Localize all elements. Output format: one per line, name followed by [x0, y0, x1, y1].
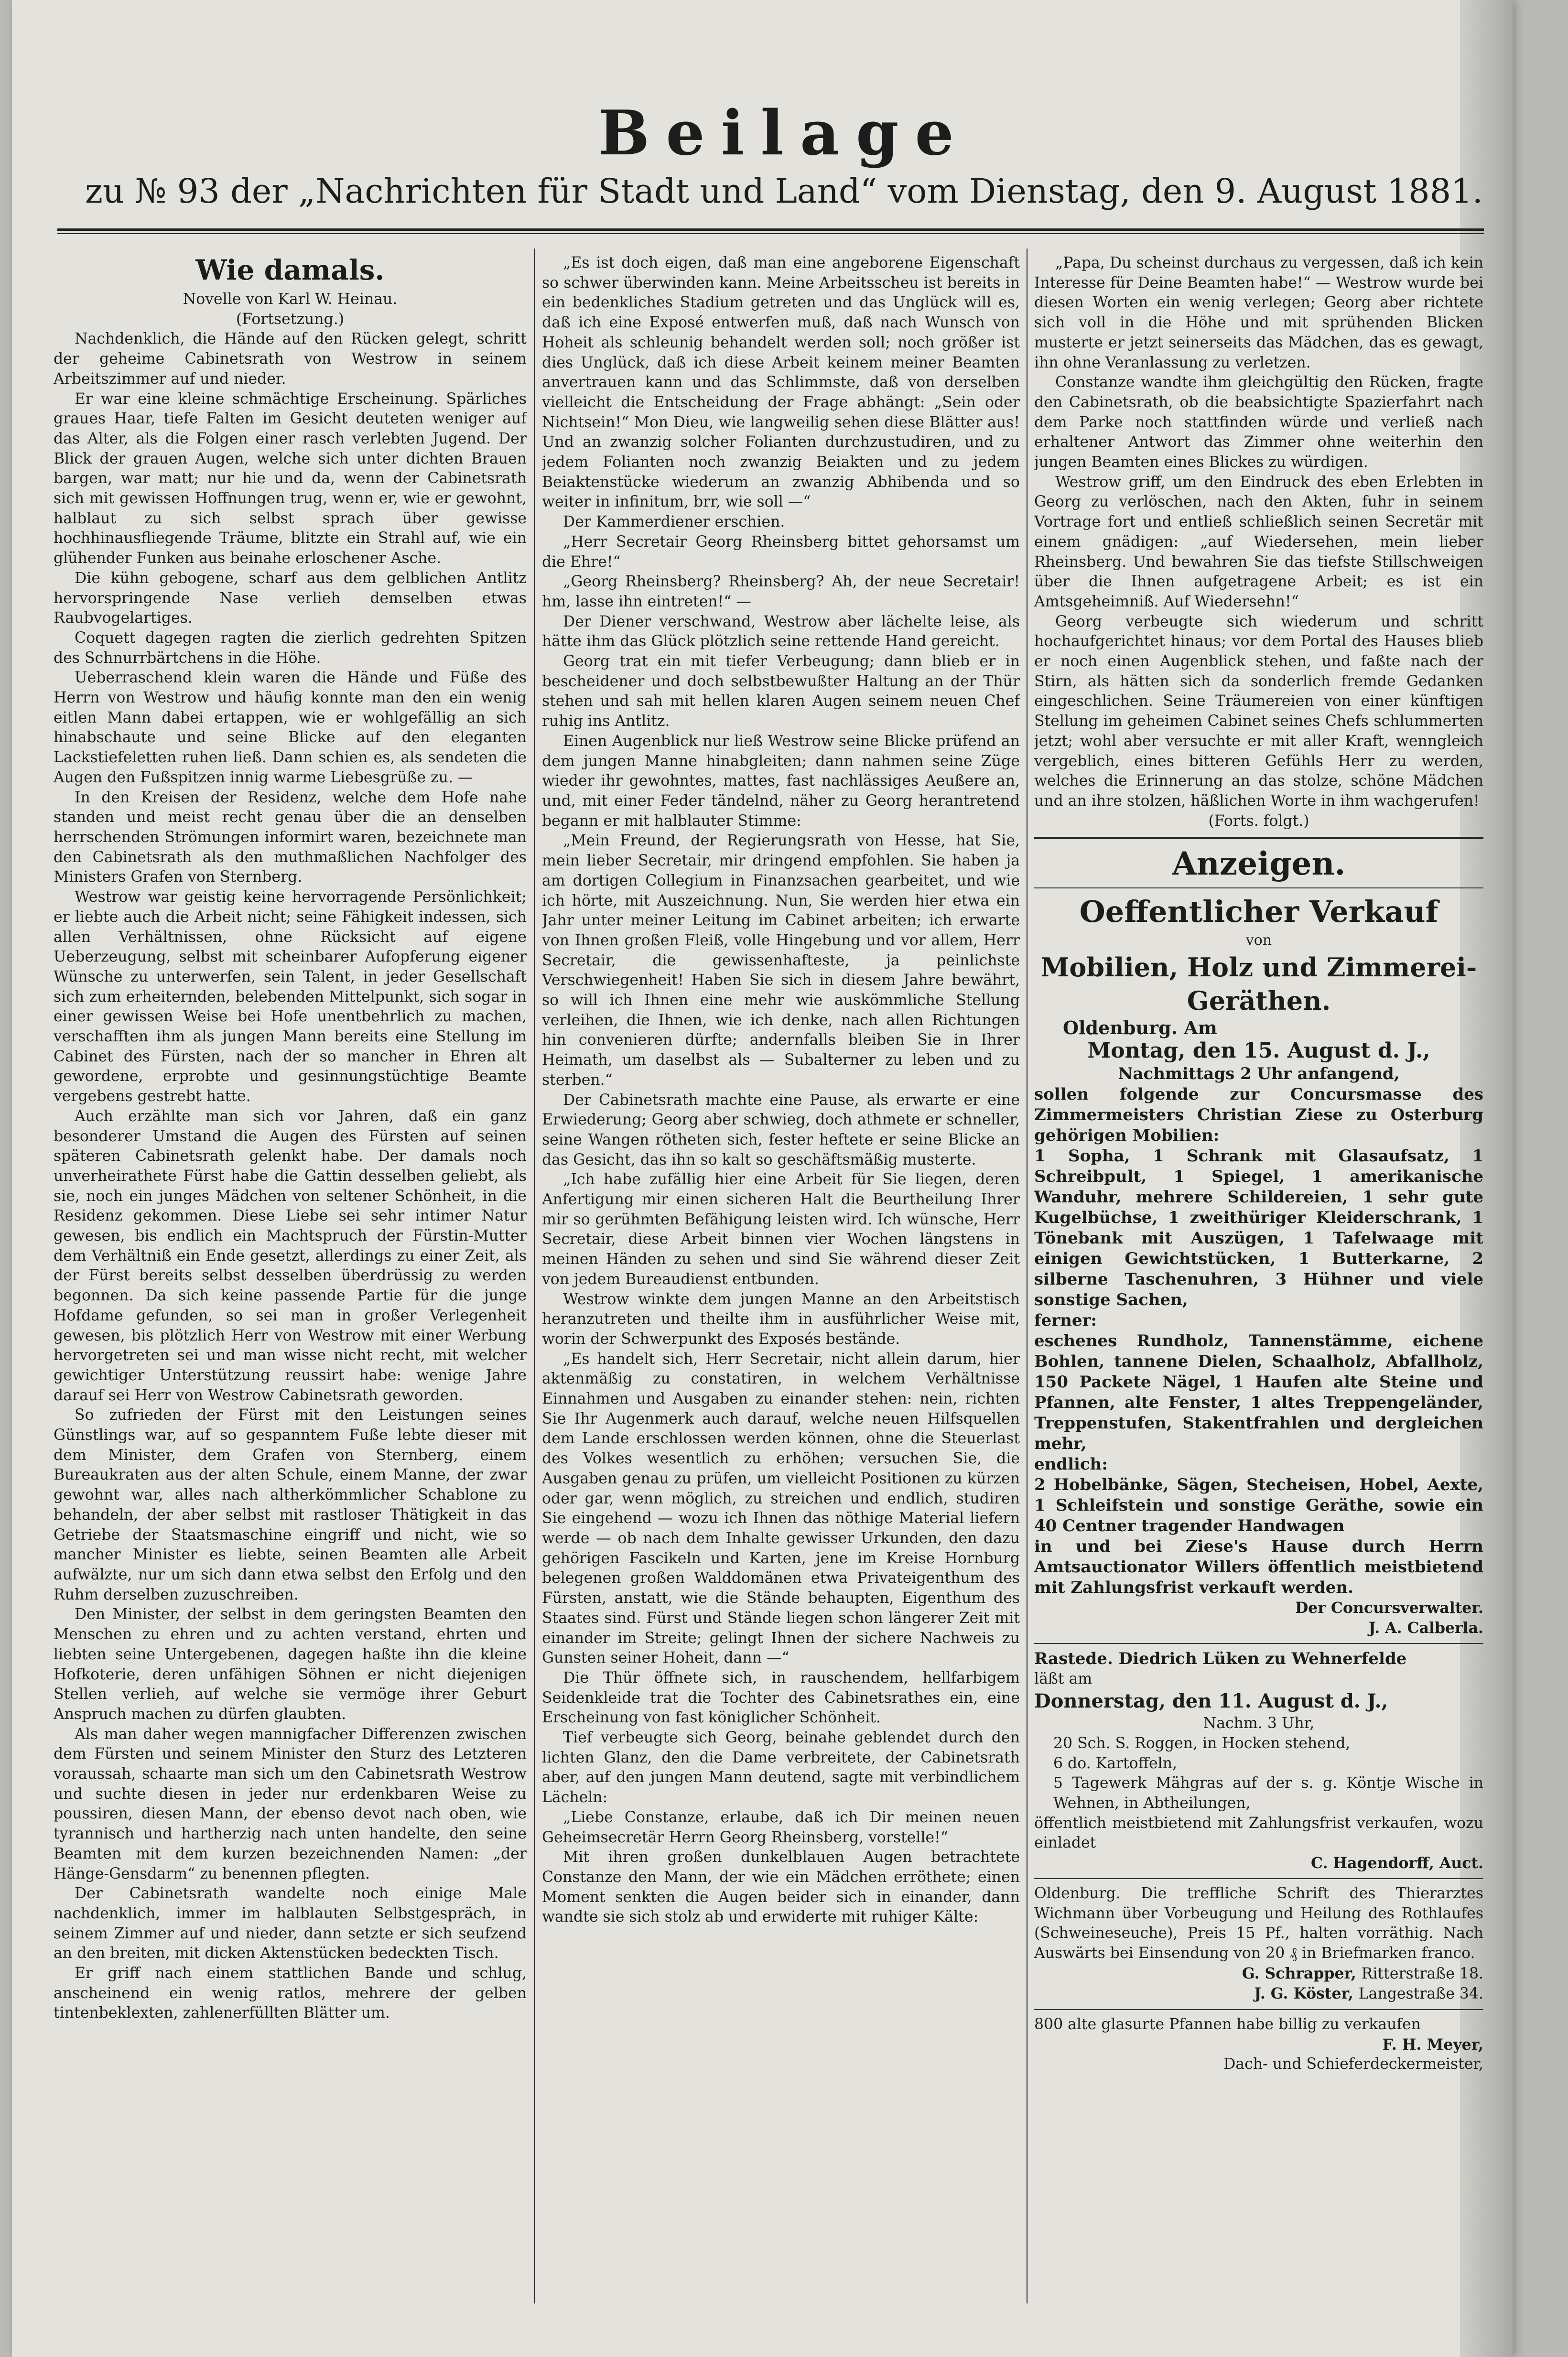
- to-be-continued: (Forts. folgt.): [1208, 812, 1309, 830]
- paragraph: Georg trat ein mit tiefer Verbeugung; dann blieb er in bescheidener und doch selbstbewußter Haltung an der Thür stehen und sah mit hellen klaren Augen seinem neuen Chef ruhig ins Antlitz.: [542, 653, 1020, 730]
- column-2: [542, 253, 1020, 2323]
- ad-rule: [1034, 1643, 1483, 1644]
- rastede-item1: 20 Sch. S. Roggen, in Hocken stehend,: [1053, 1734, 1351, 1752]
- paragraph: Er griff nach einem stattlichen Bande und schlug, anscheinend ein wenig ratlos, mehrere der gelben tintenbeklexten, zahlenerfüllten Blätter um.: [54, 1965, 527, 2022]
- sale-intro: sollen folgende zur Concursmasse des Zimmermeisters Christian Ziese zu Osterburg gehörigen Mobilien:: [1034, 1085, 1483, 1146]
- paragraph: In den Kreisen der Residenz, welche dem Hofe nahe standen und meist recht genau über die an denselben herrschenden Strömungen informirt waren, bezeichnete man den Cabinetsrath als den muthmaßlichen Nachfolger des Ministers Grafen von Sternberg.: [54, 789, 527, 886]
- column-3: [1034, 253, 1483, 2323]
- rastede-item2: 6 do. Kartoffeln,: [1053, 1754, 1178, 1772]
- paragraph: „Georg Rheinsberg? Rheinsberg? Ah, der neue Secretair! hm, lasse ihn eintreten!“ —: [542, 573, 1020, 610]
- paragraph: Der Diener verschwand, Westrow aber lächelte leise, als hätte ihm das Glück plötzlich seine rettende Hand gereicht.: [542, 613, 1020, 650]
- seller-name: G. Schrapper,: [1242, 1964, 1356, 1982]
- rastede-date: Donnerstag, den 11. August d. J.,: [1034, 1690, 1388, 1713]
- story-title: Wie damals.: [195, 254, 385, 286]
- rastede-line2: läßt am: [1034, 1670, 1092, 1687]
- paragraph: Coquett dagegen ragten die zierlich gedrehten Spitzen des Schnurrbärtchens in die Höhe.: [54, 629, 527, 667]
- column-1: [54, 253, 527, 2323]
- seller-name: J. G. Köster,: [1254, 1985, 1353, 2003]
- paragraph: Georg verbeugte sich wiederum und schritt hochaufgerichtet hinaus; vor dem Portal des Hauses blieb er noch einen Augenblick stehen, und faßte nach der Stirn, als hätten sich da sonderlich fremde Gedanken eingeschlichen. Seine Träumereien von einer künftigen Stellung im geheimen Cabinet seines Chefs schlummerten jetzt; wohl aber versuchte er mit aller Kraft, wenngleich vergeblich, eines bitteren Gefühls Herr zu werden, welches die Erinnerung an das stolze, schöne Mädchen und an ihre stolzen, häßlichen Worte in ihm wachgerufen!: [1034, 613, 1483, 810]
- paragraph: Westrow griff, um den Eindruck des eben Erlebten in Georg zu verlöschen, nach den Akten, fuhr in seinem Vortrage fort und entließ schließlich seinen Secretär mit einem gnädigen: „auf Wiedersehen, mein lieber Rheinsberg. Und bewahren Sie das tiefste Stillschweigen über die Ihnen aufgetragene Arbeit; es ist ein Amtsgeheimniß. Auf Wiedersehn!“: [1034, 473, 1483, 610]
- ad-rule: [1034, 1878, 1483, 1879]
- ad-rule: [1034, 2009, 1483, 2010]
- paragraph: So zufrieden der Fürst mit den Leistungen seines Günstlings war, auf so gespanntem Fuße lebte dieser mit dem Minister, dem Grafen von Sternberg, einem Bureaukraten aus der alten Schule, einem Manne, der zwar gewohnt war, alles nach altherkömmlicher Schablone zu behandeln, der aber selbst mit rastloser Thätigkeit in das Getriebe der Staatsmaschine eingriff und nicht, wie so mancher Minister es liebte, seinen Beamten alle Arbeit aufwälzte, nur um sich dann etwa selbst den Erfolg und den Ruhm derselben zuzuschreiben.: [54, 1406, 527, 1603]
- section-rule: [1034, 837, 1483, 839]
- paragraph: Constanze wandte ihm gleichgültig den Rücken, fragte den Cabinetsrath, ob die beabsichtigte Spazierfahrt nach dem Parke noch stattfinden würde und verließ nach erhaltener Antwort das Zimmer ohne weiterhin den jungen Beamten eines Blickes zu würdigen.: [1034, 374, 1483, 471]
- paragraph: Der Cabinetsrath machte eine Pause, als erwarte er eine Erwiederung; Georg aber schwieg, doch athmete er schneller, seine Wangen rötheten sich, fester heftete er seine Blicke an das Gesicht, das ihn so kalt so geschäftsmäßig musterte.: [542, 1091, 1020, 1168]
- paragraph: Westrow winkte dem jungen Manne an den Arbeitstisch heranzutreten und theilte ihm in ausführlicher Weise mit, worin der Schwerpunkt des Exposés bestände.: [542, 1290, 1020, 1348]
- rastede-time: Nachm. 3 Uhr,: [1203, 1715, 1315, 1732]
- sale-subject: Mobilien, Holz und Zimmerei-Geräthen.: [1040, 952, 1477, 1016]
- ads-rule: [1034, 887, 1483, 888]
- paragraph: Als man daher wegen mannigfacher Differenzen zwischen dem Fürsten und seinem Minister den Sturz des Letzteren voraussah, schaarte man sich um den Cabinetsrath Westrow und suchte diesen in jeder nur erdenkbaren Weise zu poussiren, diesen Mann, der ebenso devot nach oben, wie tyrannisch und hartherzig nach unten handelte, den seine Beamten mit dem kurzen bezeichnenden Namen: „der Hänge-Gensdarm“ zu benennen pflegten.: [54, 1725, 527, 1882]
- paragraph: Auch erzählte man sich vor Jahren, daß ein ganz besonderer Umstand die Augen des Fürsten auf seinen späteren Cabinetsrath gelenkt habe. Der damals noch unverheirathete Fürst habe die Gattin desselben geliebt, als sie, noch ein junges Mädchen von seltener Schönheit, in die Residenz gekommen. Diese Liebe sei sehr intimer Natur gewesen, bis endlich ein Machtspruch der Fürstin-Mutter dem Verhältniß ein Ende gesetzt, allerdings zu einer Zeit, als der Fürst bereits selbst desselben überdrüssig zu werden begonnen. Da sich keine passende Partie für die junge Hofdame gefunden, so sei man in großer Verlegenheit gewesen, bis plötzlich Herr von Westrow mit einer Werbung hervorgetreten sei und man wisse nicht recht, mit welcher gewichtiger Unterstützung reussirt habe: wenige Jahre darauf sei Herr von Westrow Cabinetsrath geworden.: [54, 1107, 527, 1404]
- story-continued: (Fortsetzung.): [236, 310, 345, 328]
- paragraph: „Herr Secretair Georg Rheinsberg bittet gehorsamst um die Ehre!“: [542, 533, 1020, 571]
- paragraph: Mit ihren großen dunkelblauen Augen betrachtete Constanze den Mann, der wie ein Mädchen erröthete; einen Moment senkten die Augen beider sich in einander, dann wandte sie sich stolz ab und erwiderte mit ruhiger Kälte:: [542, 1849, 1020, 1926]
- sale-place: Oldenburg. Am: [1063, 1017, 1217, 1039]
- paragraph: Den Minister, der selbst in dem geringsten Beamten den Menschen zu ehren und zu achten verstand, ehrten und liebten seine Untergebenen, dagegen haßte ihn die kleine Hofkoterie, deren unfähigen Söhnen er nicht diejenigen Stellen verlieh, auf welche sie vermöge ihrer Geburt Anspruch machen zu dürfen glaubten.: [54, 1606, 527, 1723]
- book-seller-2: [1034, 1984, 1483, 2004]
- sale-signer: J. A. Calberla.: [1368, 1619, 1483, 1637]
- sale-items: 1 Sopha, 1 Schrank mit Glasaufsatz, 1 Schreibpult, 1 Spiegel, 1 amerikanische Wanduhr, mehrere Schildereien, 1 sehr gute Kugelbüchse, 1 zweithüriger Kleiderschrank, 1 Tönebank mit Auszügen, 1 Tafelwaage mit einigen Gewichtstücken, 1 Butterkarne, 2 silberne Taschenuhren, 3 Hühner und viele sonstige Sachen,: [1034, 1146, 1483, 1310]
- sale-endlich: 2 Hobelbänke, Sägen, Stecheisen, Hobel, Aexte, 1 Schleifstein und sonstige Geräthe, sowie ein 40 Centner tragender Handwagen: [1034, 1475, 1483, 1536]
- paragraph: Westrow war geistig keine hervorragende Persönlichkeit; er liebte auch die Arbeit nicht; seine Fähigkeit indessen, sich allen Verhältnissen, ohne Rücksicht auf eigene Ueberzeugung, selbst mit scheinbarer Aufopferung eigener Wünsche zu unterwerfen, sein Talent, in jeder Gesellschaft sich zum erheiternden, belebenden Mittelpunkt, sich sogar in einer gewissen Weise bei Hofe unentbehrlich zu machen, verschafften ihm als jungen Mann bereits eine Stellung im Cabinet des Fürsten, nach der so mancher in Ehren alt gewordene, erprobte und gesinnungstüchtige Beamte vergebens gestrebt hatte.: [54, 888, 527, 1105]
- supplement-subtitle: zu № 93 der „Nachrichten für Stadt und Land“ vom Dienstag, den 9. August 1881.: [85, 172, 1483, 211]
- paragraph: Die Thür öffnete sich, in rauschendem, hellfarbigem Seidenkleide trat die Tochter des Cabinetsrathes ein, eine Erscheinung von fast königlicher Schönheit.: [542, 1669, 1020, 1727]
- paragraph: Er war eine kleine schmächtige Erscheinung. Spärliches graues Haar, tiefe Falten im Gesicht deuteten weniger auf das Alter, als die Folgen einer rasch verlebten Jugend. Der Blick der grauen Augen, welche sich unter dichten Brauen bargen, war matt; nur hie und da, wenn der Cabinetsrath sich mit gewissen Hoffnungen trug, wenn er, wie er gewohnt, halblaut zu sich selbst sprach über gewisse hochhinausfliegende Träume, blitzte ein Strahl auf, wie ein glühender Funken aus beinahe erloschener Asche.: [54, 390, 527, 567]
- rastede-line1: Rastede. Diedrich Lüken zu Wehnerfelde: [1034, 1649, 1407, 1668]
- paragraph: „Mein Freund, der Regierungsrath von Hesse, hat Sie, mein lieber Secretair, mir dringend empfohlen. Sie haben ja am dortigen Collegium in Finanzsachen gearbeitet, und wie ich hörte, mit Auszeichnung. Nun, Sie werden hier etwa ein Jahr unter meiner Leitung im Cabinet arbeiten; ich erwarte von Ihnen großen Fleiß, volle Hingebung und vor allem, Herr Secretair, die gewissenhafteste, ja peinlichste Verschwiegenheit! Haben Sie sich in diesem Jahre bewährt, so will ich Ihnen eine mehr wie auskömmliche Stellung verleihen, die Ihnen, wie ich denke, nach allen Richtungen hin convenieren dürfte; andernfalls bleiben Sie in Ihrer Heimath, um daselbst als — Subalterner zu leben und zu sterben.“: [542, 832, 1020, 1089]
- book-text: Oldenburg. Die treffliche Schrift des Thierarztes Wichmann über Vorbeugung und Heilung des Rothlaufes (Schweineseuche), Preis 15 Pf., halten vorräthig. Nach Auswärts bei Einsendung von 20 ₰ in Briefmarken franco.: [1034, 1884, 1483, 1962]
- paragraph: Nachdenklich, die Hände auf den Rücken gelegt, schritt der geheime Cabinetsrath von Westrow in seinem Arbeitszimmer auf und nieder.: [54, 330, 527, 388]
- paragraph: Tief verbeugte sich Georg, beinahe geblendet durch den lichten Glanz, den die Dame verbreitete, der Cabinetsrath aber, auf den jungen Mann deutend, sagte mit verbindlichem Lächeln:: [542, 1729, 1020, 1806]
- rastede-item4: öffentlich meistbietend mit Zahlungsfrist verkaufen, wozu einladet: [1034, 1814, 1483, 1852]
- paragraph: „Papa, Du scheinst durchaus zu vergessen, daß ich kein Interesse für Deine Beamten habe!“ — Westrow wurde bei diesen Worten ein wenig verlegen; Georg aber richtete sich voll in die Höhe und mit sprühenden Blicken musterte er jetzt seinerseits das Mädchen, das es gewagt, ihn ohne Veranlassung zu verletzen.: [1034, 254, 1483, 371]
- paragraph: „Ich habe zufällig hier eine Arbeit für Sie liegen, deren Anfertigung mir einen sicheren Halt die Beurtheilung Ihrer mir so gerühmten Befähigung leisten wird. Ich wünsche, Herr Secretair, diese Arbeit binnen vier Wochen längstens in meinen Händen zu sehen und sind Sie während dieser Zeit von jedem Bureaudienst entbunden.: [542, 1171, 1020, 1288]
- paragraph: „Liebe Constanze, erlaube, daß ich Dir meinen neuen Geheimsecretär Herrn Georg Rheinsberg, vorstelle!“: [542, 1808, 1020, 1846]
- sale-date: Montag, den 15. August d. J.,: [1087, 1038, 1430, 1063]
- paragraph: Die kühn gebogene, scharf aus dem gelblichen Antlitz hervorspringende Nase verlieh demselben etwas Raubvogelartiges.: [54, 569, 527, 627]
- paragraph: Ueberraschend klein waren die Hände und Füße des Herrn von Westrow und häufig konnte man den ein wenig eitlen Mann dabei ertappen, wie er wohlgefällig an sich hinabschaute und seine Blicke auf den eleganten Lackstiefeletten ruhen ließ. Dann schien es, als sendeten die Augen den Fußspitzen innig warme Liebesgrüße zu. —: [54, 669, 527, 786]
- sale-von: von: [1245, 932, 1272, 949]
- seller-address: Langestraße 34.: [1358, 1985, 1483, 2003]
- pfannen-signer: F. H. Meyer,: [1382, 2035, 1483, 2054]
- paragraph: „Es handelt sich, Herr Secretair, nicht allein darum, hier aktenmäßig zu constatiren, in welchem Verhältnisse Einnahmen und Ausgaben zu einander stehen: nein, richten Sie Ihr Augenmerk auch darauf, welche neuen Hilfsquellen dem Lande erschlossen werden können, ohne die Steuerlast des Volkes wesentlich zu erhöhen; versuchen Sie, die Ausgaben genau zu prüfen, um vielleicht Positionen zu kürzen oder gar, wenn möglich, zu streichen und endlich, studiren Sie eingehend — wozu ich Ihnen das nöthige Material liefern werde — ob nach dem Inhalte gewisser Urkunden, den dazu gehörigen Fascikeln und Karten, jene im Kreise Hornburg belegenen großen Walddomänen etwa Privateigenthum des Fürsten, anstatt, wie die Stände behaupten, Eigenthum des Staates sind. Fürst und Stände liegen schon längerer Zeit mit einander im Streite; gelingt Ihnen der sichere Nachweis zu Gunsten seiner Hoheit, dann —“: [542, 1350, 1020, 1667]
- seller-address: Ritterstraße 18.: [1361, 1965, 1483, 1982]
- header-rule: [57, 228, 1484, 231]
- rastede-signer: C. Hagendorff, Auct.: [1310, 1854, 1483, 1872]
- sale-ferner: eschenes Rundholz, Tannenstämme, eichene Bohlen, tannene Dielen, Schaalholz, Abfallholz, 150 Packete Nägel, 1 Haufen alte Steine und Pfannen, alte Fenster, 1 altes Treppengeländer, Treppenstufen, Stakentfrahlen und dergleichen mehr,: [1034, 1331, 1483, 1454]
- pfannen-text: 800 alte glasurte Pfannen habe billig zu verkaufen: [1034, 2016, 1421, 2033]
- supplement-title: Beilage: [598, 97, 970, 169]
- sale-ferner-label: ferner:: [1034, 1311, 1097, 1330]
- column-divider-1: [534, 249, 535, 2303]
- sale-endlich-label: endlich:: [1034, 1455, 1108, 1474]
- paragraph: „Es ist doch eigen, daß man eine angeborene Eigenschaft so schwer überwinden kann. Meine Arbeitsscheu ist bereits in ein bedenkliches Stadium getreten und das Unglück will es, daß ich eine Exposé entwerfen muß, daß nach Wunsch von Hoheit als schleunig behandelt werden soll; noch größer ist dies Unglück, daß ich diese Arbeit keinem meiner Beamten anvertrauen kann und das Schlimmste, daß von derselben vielleicht die Entscheidung der Frage abhängt: „Sein oder Nichtsein!“ Mon Dieu, wie langweilig sehen diese Blätter aus! Und an zwanzig solcher Folianten durchzustudiren, und zu jedem Folianten noch zwanzig Beiakten und zu jedem Beiaktenstücke wiederum an zwanzig Abhibenda und so weiter in infinitum, brr, wie soll —“: [542, 254, 1020, 511]
- paragraph: Der Kammerdiener erschien.: [563, 513, 785, 531]
- sale-signer-role: Der Concursverwalter.: [1295, 1599, 1483, 1617]
- header-rule-thin: [57, 233, 1484, 234]
- sale-title: Oeffentlicher Verkauf: [1079, 894, 1438, 930]
- sale-time: Nachmittags 2 Uhr anfangend,: [1118, 1064, 1400, 1084]
- paragraph: Einen Augenblick nur ließ Westrow seine Blicke prüfend an dem jungen Manne hinabgleiten; dann nahmen seine Züge wieder ihr gewohntes, mattes, fast nachlässiges Aeußere an, und, mit einer Feder tändelnd, näher zu Georg herantretend begann er mit halblauter Stimme:: [542, 732, 1020, 830]
- story-byline: Novelle von Karl W. Heinau.: [183, 291, 398, 308]
- rastede-item3: 5 Tagewerk Mähgras auf der s. g. Köntje Wische in Wehnen, in Abtheilungen,: [1053, 1774, 1483, 1812]
- sale-closing: in und bei Ziese's Hause durch Herrn Amtsauctionator Willers öffentlich meistbietend mit Zahlungsfrist verkauft werden.: [1034, 1537, 1483, 1598]
- paragraph: Der Cabinetsrath wandelte noch einige Male nachdenklich, immer im halblauten Selbstgespräch, in seinem Zimmer auf und nieder, dann setzte er sich seufzend an den breiten, mit dicken Aktenstücken bedeckten Tisch.: [54, 1885, 527, 1962]
- book-seller-1: [1034, 1964, 1483, 1984]
- ads-heading: Anzeigen.: [1172, 845, 1346, 883]
- pfannen-signer-role: Dach- und Schieferdeckermeister,: [1223, 2055, 1483, 2073]
